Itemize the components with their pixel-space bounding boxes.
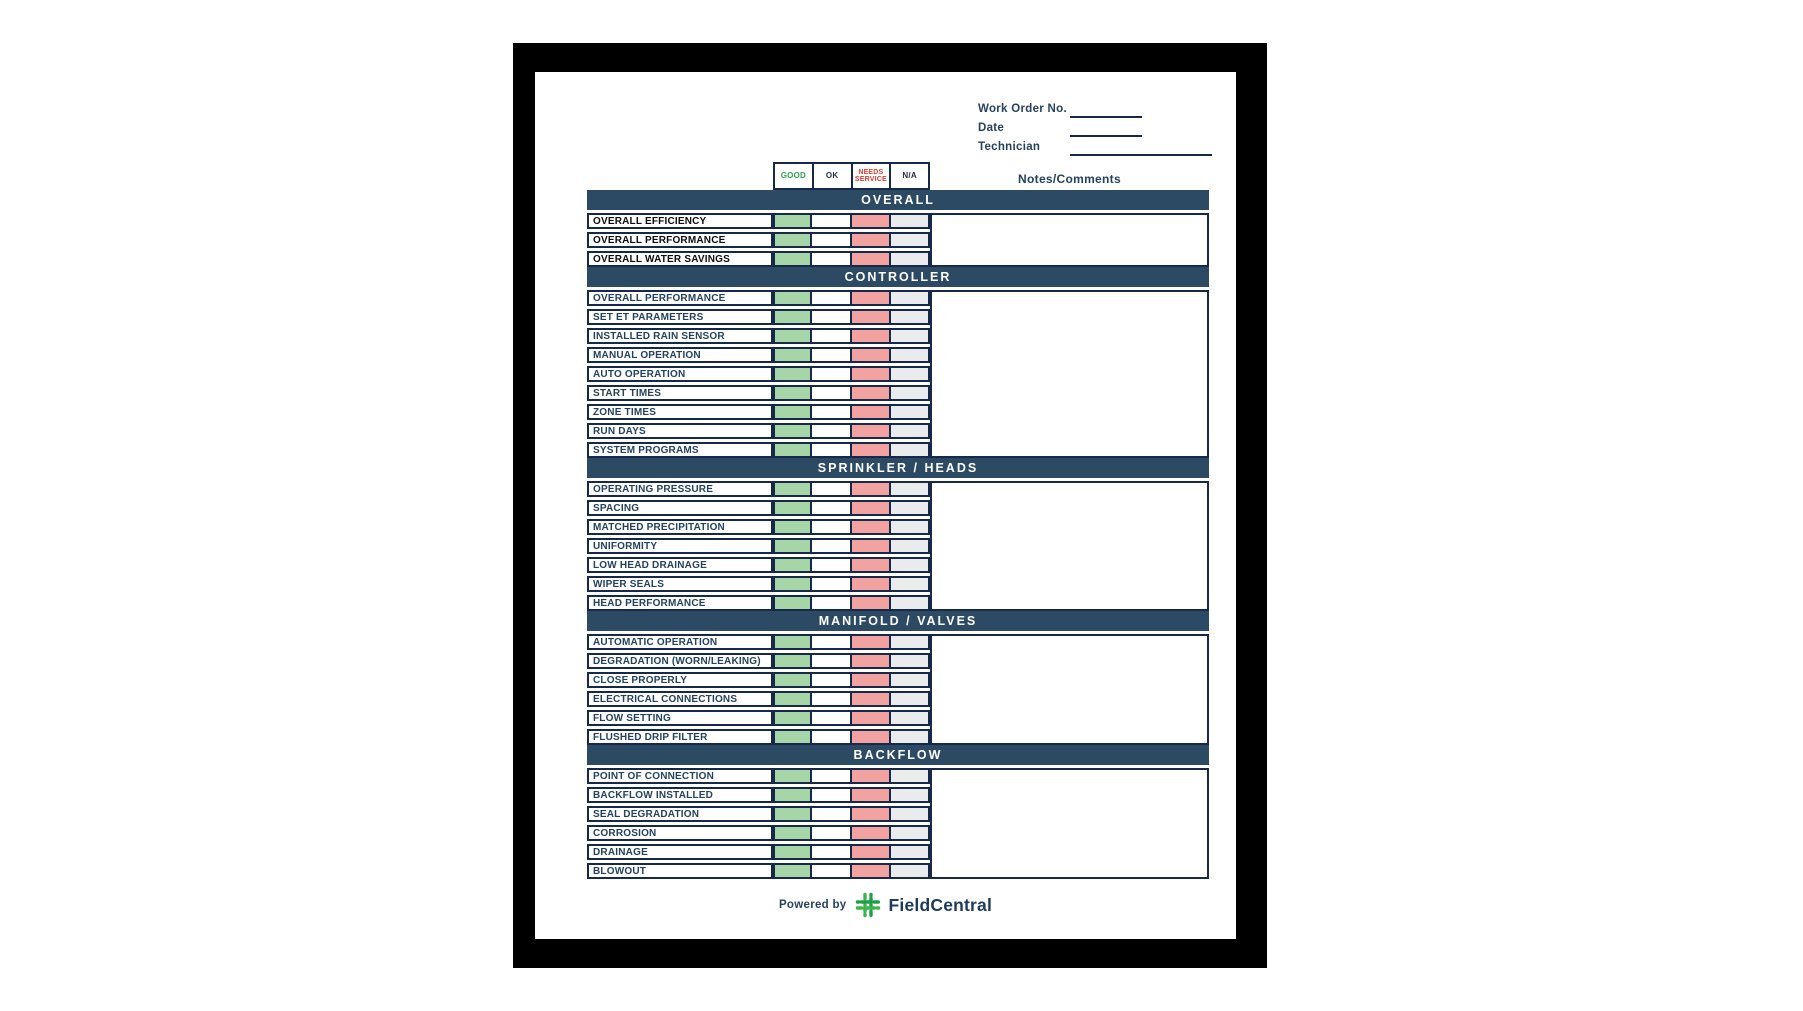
check-cell-ok[interactable] (812, 232, 851, 248)
check-cell-na[interactable] (891, 595, 930, 611)
row-check-cells (773, 538, 930, 554)
section-body-backflow (587, 765, 1209, 879)
check-cell-na[interactable] (891, 729, 930, 745)
row-label: HEAD PERFORMANCE (587, 595, 773, 611)
checklist-row-overall-performance (587, 232, 930, 248)
technician-field (978, 140, 1212, 156)
row-label: DEGRADATION (WORN/LEAKING) (587, 653, 773, 669)
check-cell-good[interactable] (773, 634, 812, 650)
row-check-cells (773, 825, 930, 841)
row-label: FLUSHED DRIP FILTER (587, 729, 773, 745)
check-cell-na[interactable] (891, 328, 930, 344)
check-cell-good[interactable] (773, 557, 812, 573)
check-cell-needs[interactable] (852, 863, 891, 879)
check-cell-ok[interactable] (812, 672, 851, 688)
row-label: FLOW SETTING (587, 710, 773, 726)
check-cell-na[interactable] (891, 557, 930, 573)
checklist-row-start-times (587, 385, 930, 401)
row-check-cells (773, 595, 930, 611)
check-cell-good[interactable] (773, 863, 812, 879)
check-cell-ok[interactable] (812, 538, 851, 554)
check-cell-ok[interactable] (812, 557, 851, 573)
check-cell-good[interactable] (773, 309, 812, 325)
row-label: ZONE TIMES (587, 404, 773, 420)
check-cell-good[interactable] (773, 290, 812, 306)
check-cell-na[interactable] (891, 672, 930, 688)
row-check-cells (773, 328, 930, 344)
check-cell-na[interactable] (891, 500, 930, 516)
check-cell-ok[interactable] (812, 825, 851, 841)
check-cell-ok[interactable] (812, 729, 851, 745)
row-check-cells (773, 691, 930, 707)
check-cell-good[interactable] (773, 347, 812, 363)
check-cell-ok[interactable] (812, 787, 851, 803)
checklist-row-overall-water-savings (587, 251, 930, 267)
check-cell-good[interactable] (773, 251, 812, 267)
section-header-backflow: BACKFLOW (587, 745, 1209, 765)
check-cell-ok[interactable] (812, 442, 851, 458)
check-cell-good[interactable] (773, 729, 812, 745)
row-check-cells (773, 251, 930, 267)
check-cell-good[interactable] (773, 595, 812, 611)
row-check-cells (773, 213, 930, 229)
check-cell-good[interactable] (773, 442, 812, 458)
row-label: CLOSE PROPERLY (587, 672, 773, 688)
check-cell-good[interactable] (773, 691, 812, 707)
check-cell-needs[interactable] (852, 232, 891, 248)
rating-header-good: GOOD (780, 171, 806, 180)
date-line[interactable] (1070, 135, 1142, 137)
check-cell-needs[interactable] (852, 385, 891, 401)
check-cell-ok[interactable] (812, 213, 851, 229)
row-label: MATCHED PRECIPITATION (587, 519, 773, 535)
section-body-overall (587, 210, 1209, 267)
section-body-manifold-valves (587, 631, 1209, 745)
section-rows (587, 478, 930, 611)
check-cell-ok[interactable] (812, 385, 851, 401)
row-label: LOW HEAD DRAINAGE (587, 557, 773, 573)
check-cell-good[interactable] (773, 366, 812, 382)
check-cell-ok[interactable] (812, 634, 851, 650)
check-cell-na[interactable] (891, 347, 930, 363)
check-cell-needs[interactable] (852, 653, 891, 669)
checklist-row-flushed-drip-filter (587, 729, 930, 745)
date-label: Date (978, 122, 1005, 134)
powered-by-label: Powered by (778, 899, 847, 911)
check-cell-needs[interactable] (852, 213, 891, 229)
row-label: CORROSION (587, 825, 773, 841)
check-cell-needs[interactable] (852, 787, 891, 803)
row-label: MANUAL OPERATION (587, 347, 773, 363)
check-cell-needs[interactable] (852, 691, 891, 707)
work-order-line[interactable] (1070, 116, 1142, 118)
rating-header-strip (773, 162, 930, 190)
check-cell-needs[interactable] (852, 366, 891, 382)
check-cell-good[interactable] (773, 385, 812, 401)
row-check-cells (773, 423, 930, 439)
check-cell-na[interactable] (891, 787, 930, 803)
check-cell-needs[interactable] (852, 768, 891, 784)
check-cell-needs[interactable] (852, 729, 891, 745)
section-body-controller (587, 287, 1209, 458)
check-cell-good[interactable] (773, 806, 812, 822)
check-cell-na[interactable] (891, 825, 930, 841)
checklist-row-seal-degradation (587, 806, 930, 822)
row-label: OVERALL PERFORMANCE (587, 232, 773, 248)
checklist-page (535, 72, 1236, 939)
technician-label: Technician (978, 141, 1041, 153)
check-cell-needs[interactable] (852, 710, 891, 726)
check-cell-needs[interactable] (852, 309, 891, 325)
check-cell-ok[interactable] (812, 366, 851, 382)
check-cell-needs[interactable] (852, 251, 891, 267)
check-cell-needs[interactable] (852, 806, 891, 822)
check-cell-ok[interactable] (812, 481, 851, 497)
check-cell-needs[interactable] (852, 404, 891, 420)
row-check-cells (773, 672, 930, 688)
checklist-row-drainage (587, 844, 930, 860)
checklist-row-operating-pressure (587, 481, 930, 497)
checklist-row-flow-setting (587, 710, 930, 726)
check-cell-na[interactable] (891, 863, 930, 879)
fieldcentral-brand-name: FieldCentral (888, 894, 993, 915)
checklist-row-spacing (587, 500, 930, 516)
checklist-row-close-properly (587, 672, 930, 688)
check-cell-na[interactable] (891, 251, 930, 267)
check-cell-needs[interactable] (852, 825, 891, 841)
notes-box-manifold-valves[interactable] (930, 634, 1209, 745)
check-cell-na[interactable] (891, 519, 930, 535)
checklist-row-overall-performance (587, 290, 930, 306)
check-cell-needs[interactable] (852, 844, 891, 860)
check-cell-good[interactable] (773, 232, 812, 248)
check-cell-ok[interactable] (812, 423, 851, 439)
row-label: POINT OF CONNECTION (587, 768, 773, 784)
check-cell-ok[interactable] (812, 595, 851, 611)
check-cell-ok[interactable] (812, 653, 851, 669)
check-cell-needs[interactable] (852, 595, 891, 611)
notes-comments-header: Notes/Comments (1018, 172, 1121, 186)
check-cell-good[interactable] (773, 710, 812, 726)
check-cell-needs[interactable] (852, 442, 891, 458)
row-label: OVERALL EFFICIENCY (587, 213, 773, 229)
row-label: OVERALL WATER SAVINGS (587, 251, 773, 267)
checklist-row-blowout (587, 863, 930, 879)
row-label: SET ET PARAMETERS (587, 309, 773, 325)
row-check-cells (773, 385, 930, 401)
row-check-cells (773, 500, 930, 516)
checklist-row-set-et-parameters (587, 309, 930, 325)
check-cell-good[interactable] (773, 519, 812, 535)
row-label: BLOWOUT (587, 863, 773, 879)
check-cell-good[interactable] (773, 672, 812, 688)
check-cell-ok[interactable] (812, 806, 851, 822)
poster-frame (513, 43, 1267, 968)
row-check-cells (773, 806, 930, 822)
row-check-cells (773, 309, 930, 325)
row-label: WIPER SEALS (587, 576, 773, 592)
checklist-row-backflow-installed (587, 787, 930, 803)
check-cell-na[interactable] (891, 309, 930, 325)
check-cell-good[interactable] (773, 423, 812, 439)
check-cell-na[interactable] (891, 290, 930, 306)
row-check-cells (773, 404, 930, 420)
check-cell-ok[interactable] (812, 519, 851, 535)
row-check-cells (773, 844, 930, 860)
rating-header-needs-service: NEEDS SERVICE (851, 164, 890, 188)
section-header-sprinkler-heads: SPRINKLER / HEADS (587, 458, 1209, 478)
check-cell-good[interactable] (773, 328, 812, 344)
checklist-row-uniformity (587, 538, 930, 554)
checklist-row-manual-operation (587, 347, 930, 363)
checklist-row-installed-rain-sensor (587, 328, 930, 344)
check-cell-na[interactable] (891, 576, 930, 592)
notes-box-backflow[interactable] (930, 768, 1209, 879)
check-cell-ok[interactable] (812, 251, 851, 267)
check-cell-ok[interactable] (812, 309, 851, 325)
row-check-cells (773, 519, 930, 535)
checklist-row-automatic-operation (587, 634, 930, 650)
row-check-cells (773, 576, 930, 592)
row-label: BACKFLOW INSTALLED (587, 787, 773, 803)
check-cell-na[interactable] (891, 442, 930, 458)
row-label: ELECTRICAL CONNECTIONS (587, 691, 773, 707)
notes-box-controller[interactable] (930, 290, 1209, 458)
check-cell-na[interactable] (891, 806, 930, 822)
check-cell-needs[interactable] (852, 557, 891, 573)
fieldcentral-logo-icon (855, 892, 881, 918)
check-cell-na[interactable] (891, 213, 930, 229)
check-cell-ok[interactable] (812, 328, 851, 344)
check-cell-good[interactable] (773, 825, 812, 841)
row-check-cells (773, 366, 930, 382)
section-header-manifold-valves: MANIFOLD / VALVES (587, 611, 1209, 631)
check-cell-ok[interactable] (812, 347, 851, 363)
check-cell-na[interactable] (891, 653, 930, 669)
row-check-cells (773, 557, 930, 573)
check-cell-ok[interactable] (812, 863, 851, 879)
checklist-row-auto-operation (587, 366, 930, 382)
row-label: UNIFORMITY (587, 538, 773, 554)
check-cell-good[interactable] (773, 787, 812, 803)
rating-header-ok: OK (812, 164, 851, 188)
row-check-cells (773, 634, 930, 650)
check-cell-good[interactable] (773, 213, 812, 229)
row-check-cells (773, 232, 930, 248)
notes-box-overall[interactable] (930, 213, 1209, 267)
check-cell-na[interactable] (891, 481, 930, 497)
check-cell-good[interactable] (773, 576, 812, 592)
row-label: OPERATING PRESSURE (587, 481, 773, 497)
check-cell-needs[interactable] (852, 500, 891, 516)
row-label: OVERALL PERFORMANCE (587, 290, 773, 306)
check-cell-good[interactable] (773, 481, 812, 497)
row-label: SEAL DEGRADATION (587, 806, 773, 822)
row-label: INSTALLED RAIN SENSOR (587, 328, 773, 344)
check-cell-na[interactable] (891, 423, 930, 439)
footer (535, 892, 1236, 918)
check-cell-needs[interactable] (852, 634, 891, 650)
check-cell-na[interactable] (891, 404, 930, 420)
row-check-cells (773, 290, 930, 306)
section-header-controller: CONTROLLER (587, 267, 1209, 287)
check-cell-needs[interactable] (852, 328, 891, 344)
check-cell-good[interactable] (773, 404, 812, 420)
checklist-row-low-head-drainage (587, 557, 930, 573)
section-rows (587, 210, 930, 267)
check-cell-na[interactable] (891, 768, 930, 784)
checklist-row-corrosion (587, 825, 930, 841)
checklist-row-wiper-seals (587, 576, 930, 592)
checklist-row-system-programs (587, 442, 930, 458)
check-cell-needs[interactable] (852, 576, 891, 592)
section-rows (587, 765, 930, 879)
check-cell-needs[interactable] (852, 672, 891, 688)
check-cell-na[interactable] (891, 691, 930, 707)
notes-box-sprinkler-heads[interactable] (930, 481, 1209, 611)
row-check-cells (773, 710, 930, 726)
row-label: SYSTEM PROGRAMS (587, 442, 773, 458)
check-cell-good[interactable] (773, 768, 812, 784)
row-check-cells (773, 347, 930, 363)
check-cell-needs[interactable] (852, 347, 891, 363)
checklist-row-matched-precipitation (587, 519, 930, 535)
checklist-row-overall-efficiency (587, 213, 930, 229)
row-check-cells (773, 442, 930, 458)
work-order-field (978, 102, 1212, 118)
row-label: AUTOMATIC OPERATION (587, 634, 773, 650)
check-cell-ok[interactable] (812, 691, 851, 707)
checklist-row-run-days (587, 423, 930, 439)
checklist-row-head-performance (587, 595, 930, 611)
check-cell-needs[interactable] (852, 290, 891, 306)
check-cell-ok[interactable] (812, 500, 851, 516)
work-order-label: Work Order No. (978, 103, 1067, 115)
checklist-row-degradation-worn-leaking (587, 653, 930, 669)
checklist-table (587, 190, 1209, 879)
checklist-row-electrical-connections (587, 691, 930, 707)
row-label: AUTO OPERATION (587, 366, 773, 382)
check-cell-good[interactable] (773, 538, 812, 554)
rating-header-na: N/A (889, 164, 928, 188)
row-check-cells (773, 768, 930, 784)
row-check-cells (773, 787, 930, 803)
check-cell-na[interactable] (891, 710, 930, 726)
checklist-row-point-of-connection (587, 768, 930, 784)
check-cell-ok[interactable] (812, 710, 851, 726)
check-cell-na[interactable] (891, 634, 930, 650)
check-cell-ok[interactable] (812, 576, 851, 592)
check-cell-good[interactable] (773, 844, 812, 860)
check-cell-good[interactable] (773, 653, 812, 669)
row-label: START TIMES (587, 385, 773, 401)
check-cell-ok[interactable] (812, 768, 851, 784)
check-cell-needs[interactable] (852, 423, 891, 439)
check-cell-needs[interactable] (852, 538, 891, 554)
date-field (978, 121, 1212, 137)
section-rows (587, 287, 930, 458)
check-cell-na[interactable] (891, 232, 930, 248)
check-cell-needs[interactable] (852, 481, 891, 497)
check-cell-na[interactable] (891, 385, 930, 401)
check-cell-good[interactable] (773, 500, 812, 516)
technician-line[interactable] (1070, 154, 1212, 156)
section-rows (587, 631, 930, 745)
row-check-cells (773, 481, 930, 497)
row-label: SPACING (587, 500, 773, 516)
check-cell-ok[interactable] (812, 290, 851, 306)
row-label: DRAINAGE (587, 844, 773, 860)
row-check-cells (773, 729, 930, 745)
check-cell-na[interactable] (891, 366, 930, 382)
checklist-row-zone-times (587, 404, 930, 420)
section-header-overall: OVERALL (587, 190, 1209, 210)
check-cell-needs[interactable] (852, 519, 891, 535)
check-cell-na[interactable] (891, 844, 930, 860)
section-body-sprinkler-heads (587, 478, 1209, 611)
check-cell-ok[interactable] (812, 404, 851, 420)
row-label: RUN DAYS (587, 423, 773, 439)
check-cell-na[interactable] (891, 538, 930, 554)
check-cell-ok[interactable] (812, 844, 851, 860)
row-check-cells (773, 863, 930, 879)
row-check-cells (773, 653, 930, 669)
